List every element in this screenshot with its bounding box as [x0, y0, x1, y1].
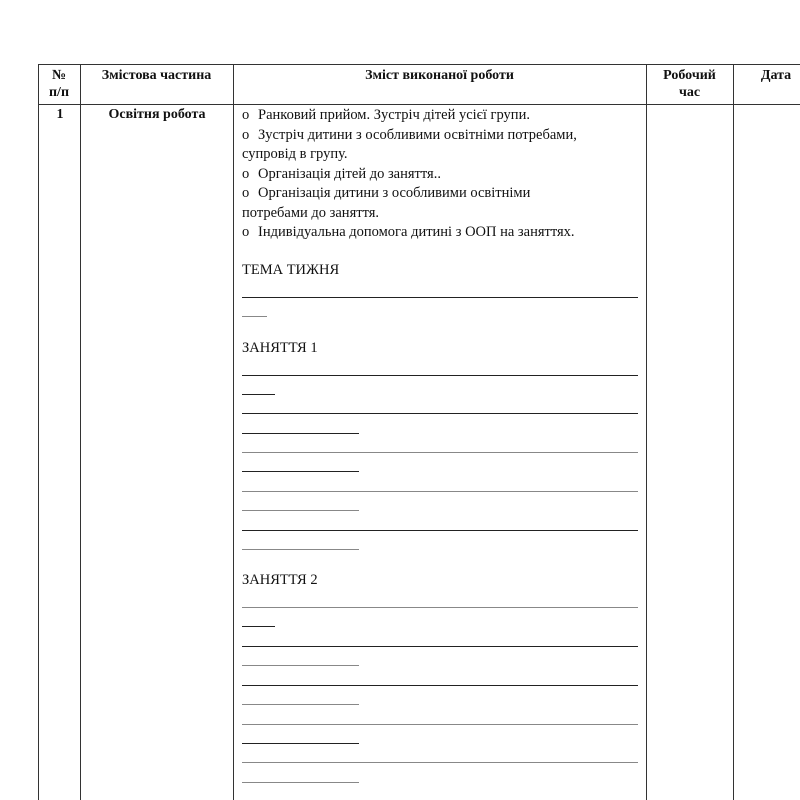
- fill-line[interactable]: [242, 743, 359, 744]
- table-left-border: [38, 64, 39, 800]
- bullet-mark: o: [242, 224, 250, 240]
- bullet-item: [242, 184, 642, 204]
- header-number-line1: №: [51, 68, 67, 83]
- theme-heading: ТЕМА ТИЖНЯ: [242, 262, 340, 278]
- fill-line[interactable]: [242, 375, 638, 376]
- header-date: Дата: [760, 68, 792, 83]
- header-time-line2: час: [678, 85, 701, 100]
- lesson1-heading: ЗАНЯТТЯ 1: [242, 340, 318, 356]
- fill-line[interactable]: [242, 646, 638, 647]
- bullet-mark: o: [242, 107, 250, 123]
- bullet-item: [242, 106, 642, 126]
- bullet-text: Організація дитини з особливими освітніми: [258, 185, 531, 201]
- fill-line[interactable]: [242, 549, 359, 550]
- bullet-text: Зустріч дитини з особливими освітніми потребами,: [258, 126, 577, 143]
- fill-line[interactable]: [242, 685, 638, 686]
- fill-line[interactable]: [242, 665, 359, 666]
- bullet-text: Організація дітей до заняття..: [258, 165, 441, 182]
- header-section: Змістова частина: [101, 68, 212, 83]
- fill-line[interactable]: [242, 452, 638, 453]
- bullet-text: Індивідуальна допомога дитині з ООП на заняттях.: [258, 224, 575, 240]
- column-divider-1: [80, 64, 81, 800]
- row-section: Освітня робота: [108, 107, 206, 122]
- fill-line[interactable]: [242, 626, 275, 627]
- fill-line[interactable]: [242, 510, 359, 511]
- lesson2-heading: ЗАНЯТТЯ 2: [242, 572, 318, 588]
- bullet-continuation: супровід в групу.: [242, 146, 348, 162]
- header-number-line2: п/п: [48, 85, 70, 100]
- header-time-line1: Робочий: [663, 68, 716, 83]
- table-top-border: [38, 64, 800, 65]
- fill-line[interactable]: [242, 433, 359, 434]
- column-divider-2: [233, 64, 234, 800]
- bullet-item: [242, 165, 642, 185]
- fill-line[interactable]: [242, 297, 638, 298]
- header-number: [38, 67, 80, 101]
- fill-line[interactable]: [242, 607, 638, 608]
- bullet-continuation: потребами до заняття.: [242, 204, 380, 221]
- bullet-mark: o: [242, 185, 250, 201]
- column-divider-3: [646, 64, 647, 800]
- fill-line[interactable]: [242, 530, 638, 531]
- fill-line[interactable]: [242, 724, 638, 725]
- fill-line[interactable]: [242, 491, 638, 492]
- header-content: Зміст виконаної роботи: [365, 68, 514, 83]
- fill-line[interactable]: [242, 762, 638, 763]
- fill-line[interactable]: [242, 316, 267, 317]
- fill-line[interactable]: [242, 413, 638, 414]
- bullet-mark: o: [242, 126, 250, 143]
- row-number: 1: [56, 107, 64, 122]
- bullet-item: [242, 126, 642, 146]
- bullet-text: Ранковий прийом. Зустріч дітей усієї групи.: [258, 107, 530, 123]
- fill-line[interactable]: [242, 394, 275, 395]
- fill-line[interactable]: [242, 471, 359, 472]
- row-content-bullets: [242, 106, 642, 243]
- bullet-mark: o: [242, 165, 250, 182]
- bullet-item: [242, 223, 642, 243]
- fill-line[interactable]: [242, 782, 359, 783]
- column-divider-4: [733, 64, 734, 800]
- table-header-border: [38, 104, 800, 105]
- fill-line[interactable]: [242, 704, 359, 705]
- header-working-time: [646, 67, 733, 101]
